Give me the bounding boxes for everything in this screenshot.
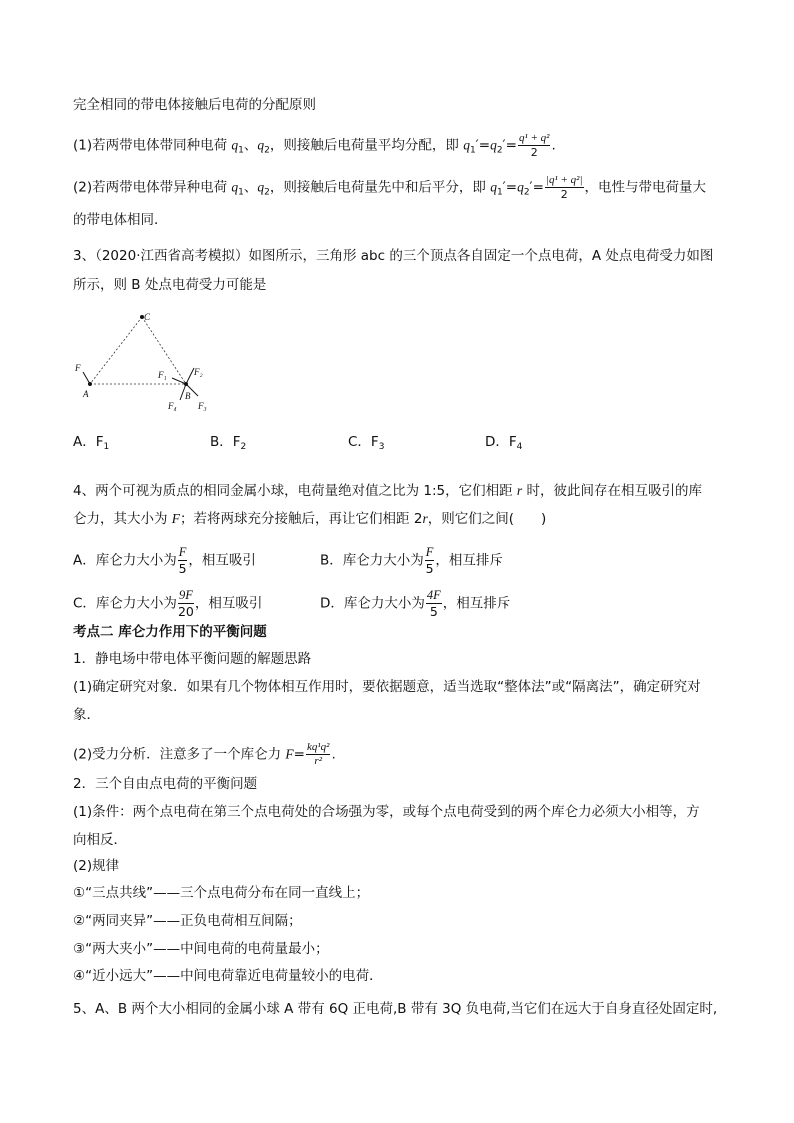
question-4-line-1: 4、两个可视为质点的相同金属小球，电荷量绝对值之比为 1:5，它们相距 r 时，彼此间存在相互吸引的库 bbox=[73, 483, 702, 499]
rule-2: (2)若两带电体带异种电荷 $q_1$、$q_2$，则接触后电荷量先中和后平分，即 $q_1'=q_2'=$ $\frac{\text{|q¹ + q²|}}{2}$ ，电性与带电荷量大 bbox=[73, 174, 707, 201]
question-3-line-2: 所示，则 B 处点电荷受力可能是 bbox=[73, 277, 267, 293]
law-1: ①“三点共线”——三个点电荷分布在同一直线上； bbox=[73, 885, 370, 901]
q4-option-c[interactable]: C．库仑力大小为 $\frac{9F}{20}$ ，相互吸引 bbox=[73, 588, 263, 619]
label-f3: F₃ bbox=[198, 401, 207, 411]
force-arrow-f2 bbox=[186, 368, 194, 384]
label-b: B bbox=[185, 391, 191, 401]
q4-option-d[interactable]: D．库仑力大小为 $\frac{4F}{5}$ ，相互排斥 bbox=[320, 588, 511, 619]
q3-option-b[interactable]: B．$F_2$ bbox=[210, 434, 247, 452]
section-2-item-1a-line-1: (1)确定研究对象．如果有几个物体相互作用时，要依据题意，适当选取“整体法”或“隔离法”，确定研究对 bbox=[73, 679, 701, 695]
section-2-item-1b: (2)受力分析．注意多了一个库仑力 F= $\frac{\text{kq¹q²}}{\text{r²}}$ . bbox=[73, 741, 336, 767]
rule-1: (1)若两带电体带同种电荷 $q_1$、$q_2$，则接触后电荷量平均分配，即 $q_1'=q_2'=$ $\frac{\text{q¹ + q²}}{2}$ . bbox=[73, 132, 556, 159]
q3-option-d[interactable]: D．$F_4$ bbox=[485, 434, 523, 452]
q4-option-b[interactable]: B．库仑力大小为 $\frac{F}{5}$ ，相互排斥 bbox=[320, 545, 503, 576]
force-arrow-a bbox=[83, 372, 90, 384]
section-2-item-2a-line-1: (1)条件：两个点电荷在第三个点电荷处的合场强为零，或每个点电荷受到的两个库仑力必须大小相等，方 bbox=[73, 804, 700, 820]
section-2-item-2a-line-2: 向相反． bbox=[73, 832, 127, 848]
question-5-line-1: 5、A、B 两个大小相同的金属小球 A 带有 6Q 正电荷,B 带有 3Q 负电荷,当它们在远大于自身直径处固定时, bbox=[73, 1001, 718, 1017]
section-2-item-2b: (2)规律 bbox=[73, 858, 120, 874]
label-c: C bbox=[144, 312, 151, 322]
rule-heading: 完全相同的带电体接触后电荷的分配原则 bbox=[73, 97, 316, 113]
label-a: A bbox=[83, 389, 89, 399]
fraction: $\frac{\text{q¹ + q²}}{2}$ bbox=[518, 132, 550, 159]
section-2-item-2: 2．三个自由点电荷的平衡问题 bbox=[73, 776, 258, 792]
question-4-line-2: 仑力，其大小为 F；若将两球充分接触后，再让它们相距 2r，则它们之间( ) bbox=[73, 511, 547, 527]
law-2: ②“两同夹异”——正负电荷相互间隔； bbox=[73, 913, 302, 929]
q3-option-a[interactable]: A．$F_1$ bbox=[73, 434, 110, 452]
fraction: $\frac{\text{|q¹ + q²|}}{2}$ bbox=[545, 174, 583, 201]
q3-option-c[interactable]: C．$F_3$ bbox=[348, 434, 385, 452]
section-2-item-1a-line-2: 象． bbox=[73, 707, 100, 723]
side-ac bbox=[90, 317, 142, 384]
section-2-title: 考点二 库仑力作用下的平衡问题 bbox=[73, 624, 267, 640]
label-f4: F₄ bbox=[168, 401, 177, 411]
rule-2-cont: 的带电体相同． bbox=[73, 212, 168, 228]
label-f2: F₂ bbox=[194, 367, 203, 377]
label-f: F bbox=[75, 363, 81, 373]
law-3: ③“两大夹小”——中间电荷的电荷量最小； bbox=[73, 941, 329, 957]
q4-option-a[interactable]: A．库仑力大小为 $\frac{F}{5}$ ，相互吸引 bbox=[73, 545, 256, 576]
triangle-force-diagram bbox=[70, 308, 220, 418]
law-4: ④“近小远大”——中间电荷靠近电荷量较小的电荷． bbox=[73, 968, 383, 984]
label-f1: F₁ bbox=[158, 370, 167, 380]
question-3-line-1: 3、（2020·江西省高考模拟）如图所示，三角形 abc 的三个顶点各自固定一个点电荷，A 处点电荷受力如图 bbox=[73, 248, 714, 264]
section-2-item-1: 1．静电场中带电体平衡问题的解题思路 bbox=[73, 651, 312, 667]
